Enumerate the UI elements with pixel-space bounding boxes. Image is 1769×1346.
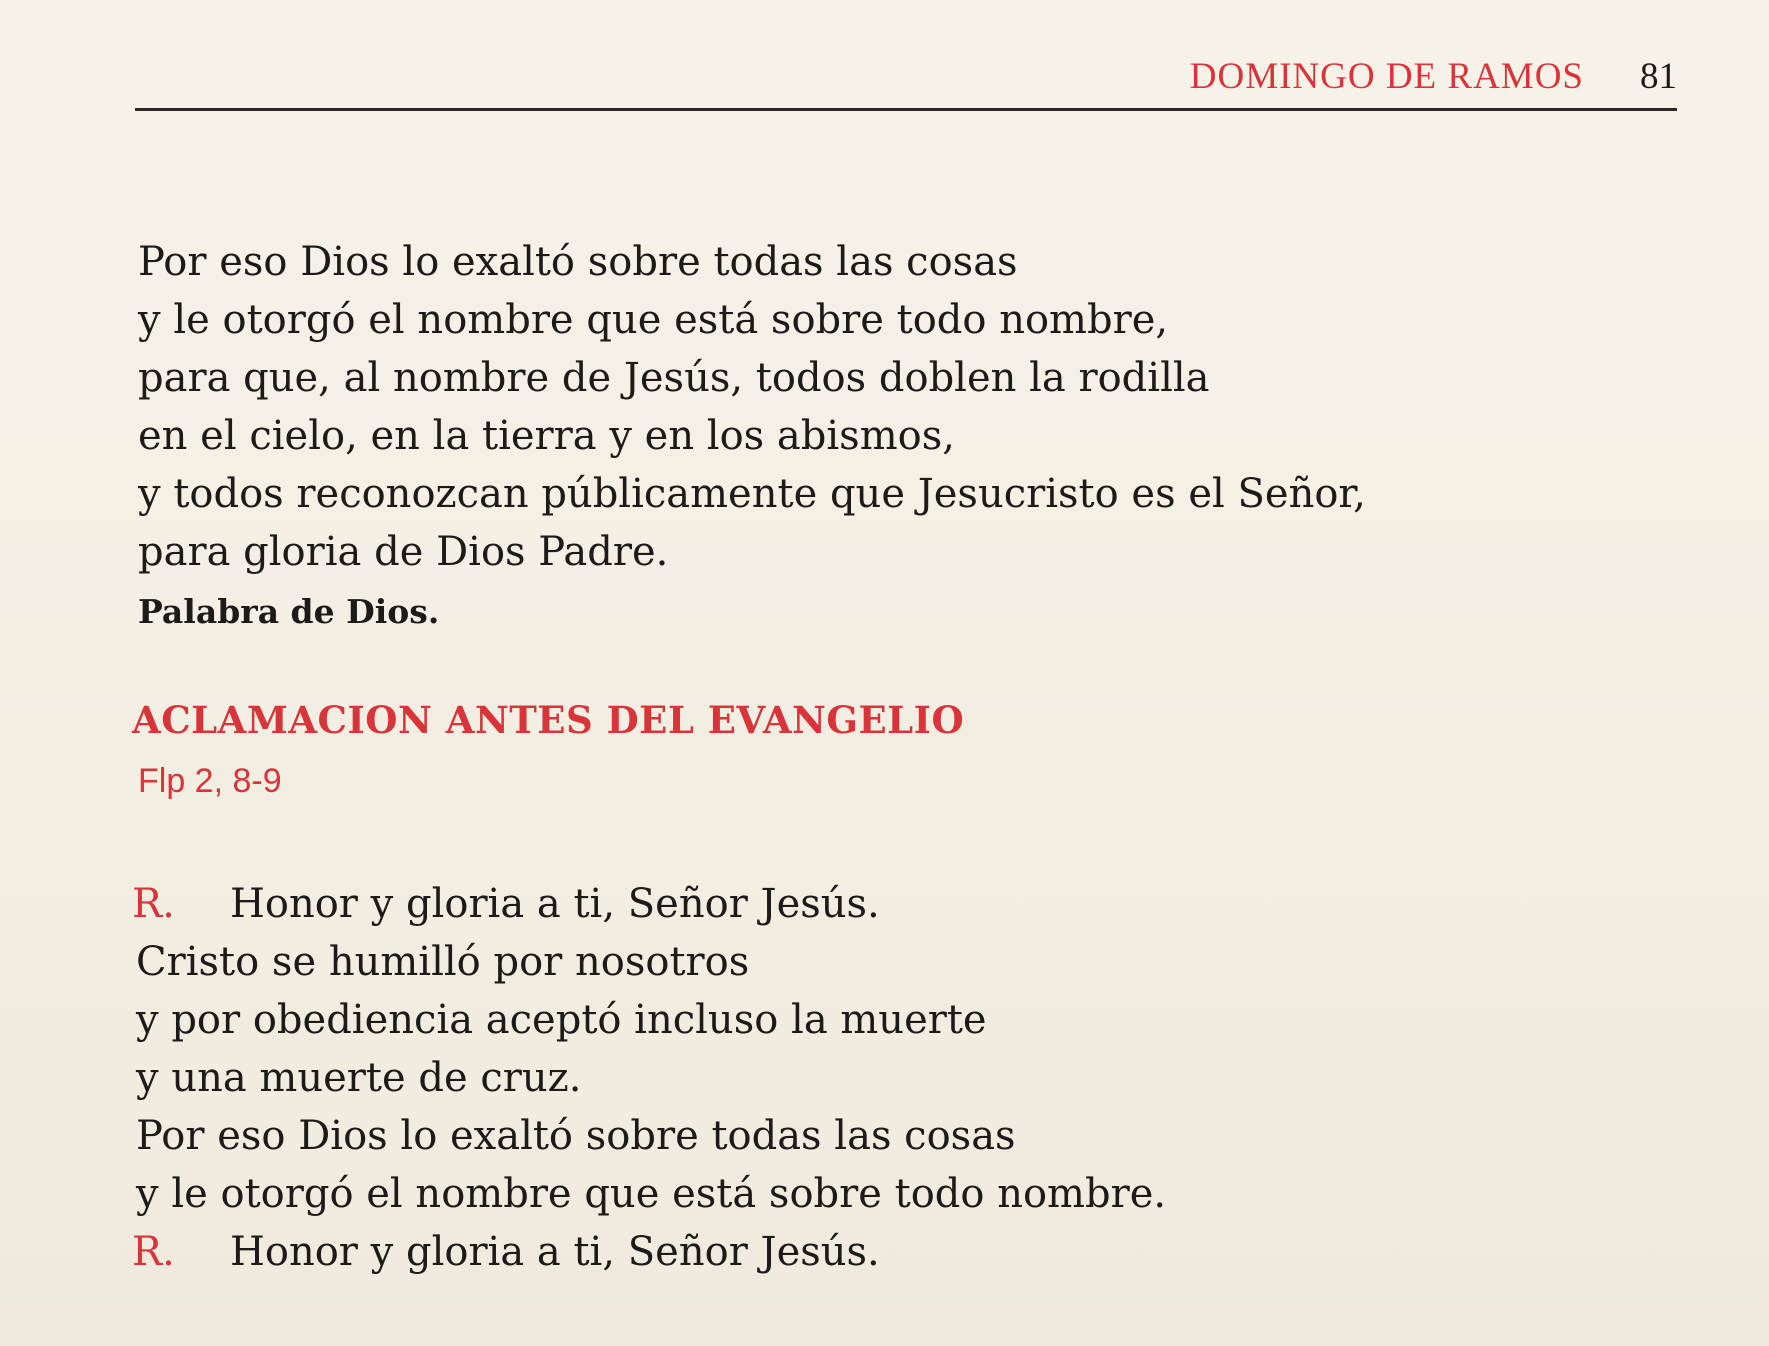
acclamation-text <box>132 875 1166 1281</box>
running-head: DOMINGO DE RAMOS <box>1189 56 1584 97</box>
header-rule <box>135 108 1677 111</box>
reading-closing: Palabra de Dios. <box>138 592 440 631</box>
verse-line: y por obediencia aceptó incluso la muerte <box>136 997 987 1043</box>
reading-line: y todos reconozcan públicamente que Jesucristo es el Señor, <box>138 471 1366 517</box>
reading-text <box>138 233 1366 581</box>
response-marker: R. <box>132 1229 175 1275</box>
section-title: ACLAMACION ANTES DEL EVANGELIO <box>132 698 965 742</box>
verse-line: Por eso Dios lo exaltó sobre todas las cosas <box>136 1113 1016 1159</box>
response-text: Honor y gloria a ti, Señor Jesús. <box>230 1229 880 1275</box>
reading-line: en el cielo, en la tierra y en los abismos, <box>138 413 955 459</box>
response-marker: R. <box>132 881 175 927</box>
verse-line: y le otorgó el nombre que está sobre todo nombre. <box>136 1171 1167 1217</box>
response-line <box>132 875 1166 933</box>
verse-line: y una muerte de cruz. <box>136 1055 582 1101</box>
reading-line: para gloria de Dios Padre. <box>138 529 669 575</box>
page-header <box>1190 55 1677 98</box>
reading-line: y le otorgó el nombre que está sobre todo nombre, <box>138 297 1169 343</box>
page-number: 81 <box>1640 56 1677 97</box>
scripture-citation: Flp 2, 8-9 <box>138 762 282 800</box>
response-line <box>132 1223 1166 1281</box>
response-text: Honor y gloria a ti, Señor Jesús. <box>230 881 880 927</box>
reading-line: para que, al nombre de Jesús, todos doblen la rodilla <box>138 355 1210 401</box>
reading-line: Por eso Dios lo exaltó sobre todas las cosas <box>138 239 1018 285</box>
verse-line: Cristo se humilló por nosotros <box>136 939 750 985</box>
